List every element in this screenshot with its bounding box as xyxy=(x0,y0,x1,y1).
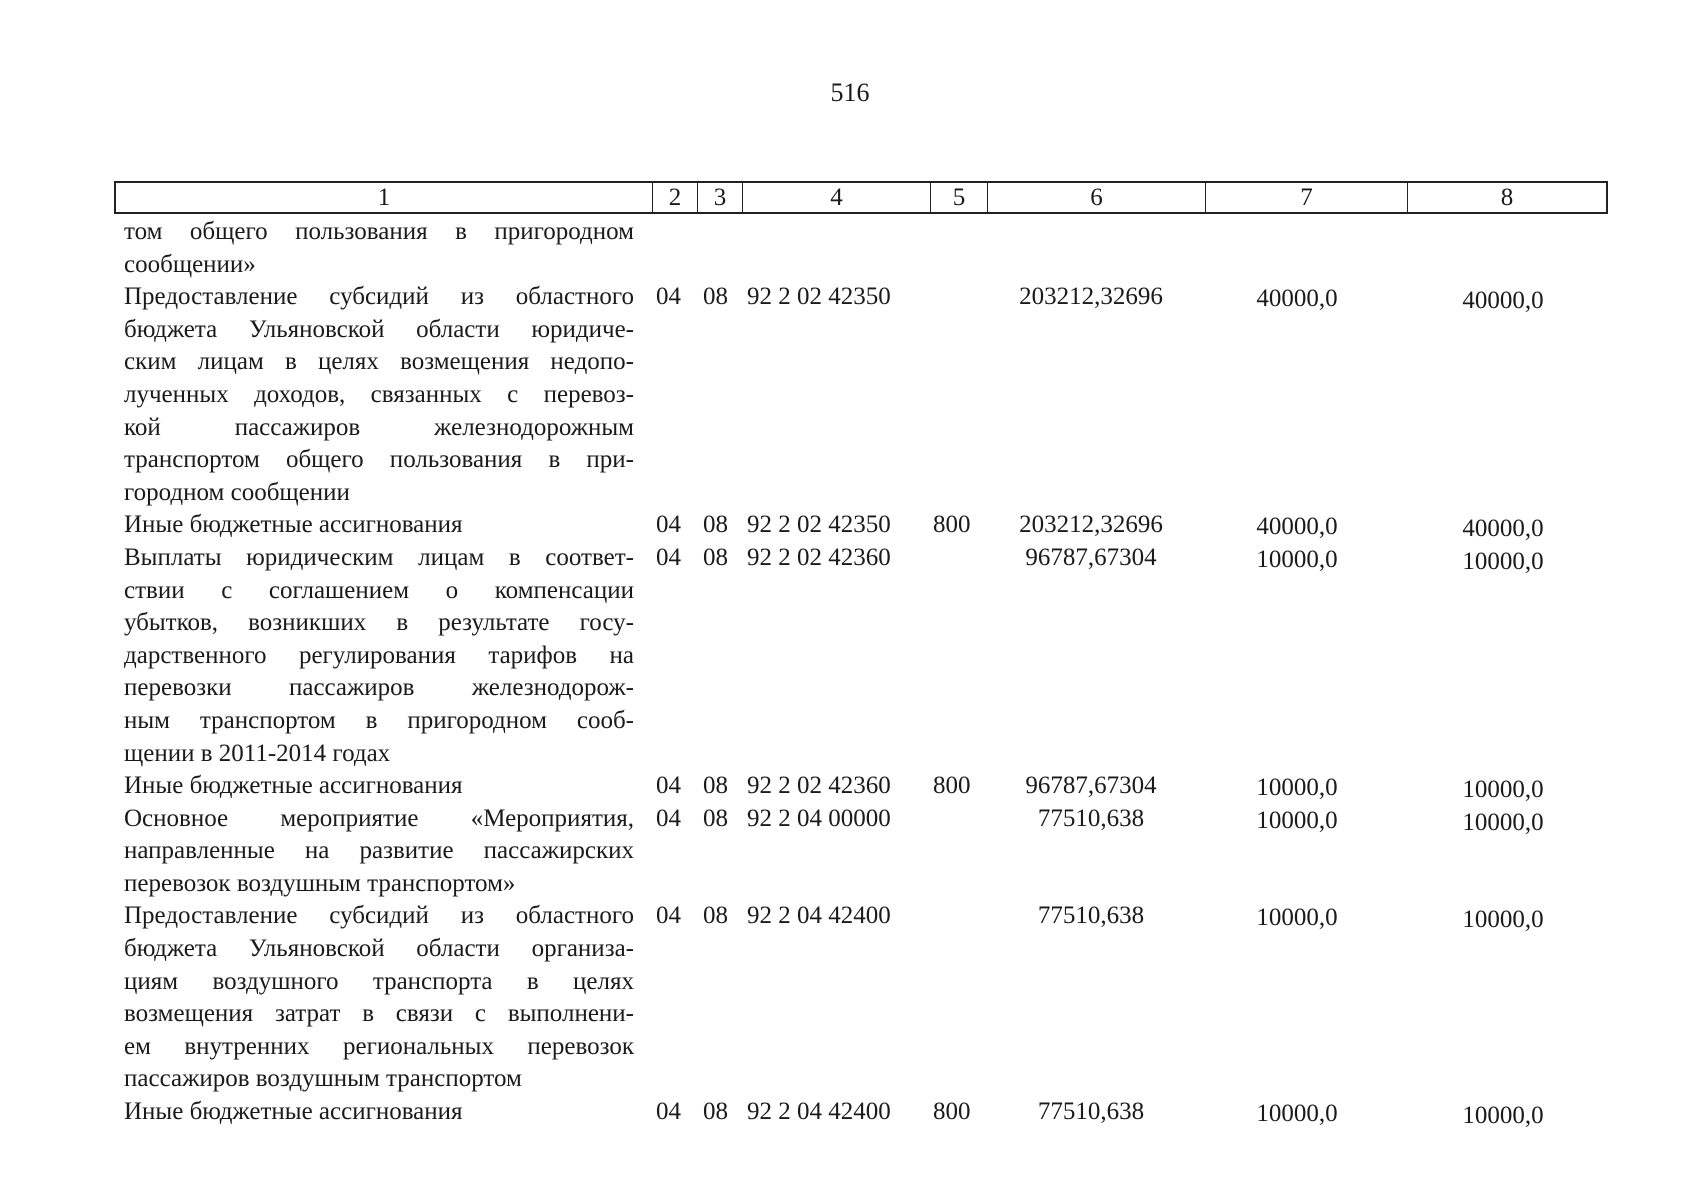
table-row xyxy=(0,770,1698,803)
cell-c8: 40000,0 xyxy=(1462,287,1544,315)
description-line: циям воздушного транспорта в целях xyxy=(124,967,634,995)
cell-c7: 10000,0 xyxy=(1256,1100,1338,1128)
row-description xyxy=(124,542,634,770)
cell-c8: 10000,0 xyxy=(1462,547,1544,575)
table-header xyxy=(114,181,1608,214)
cell-c4: 92 2 02 42360 xyxy=(747,543,891,571)
description-line: Выплаты юридическим лицам в соответ- xyxy=(124,543,634,571)
description-line: ствии с соглашением о компенсации xyxy=(124,576,634,604)
cell-c7: 10000,0 xyxy=(1256,806,1338,834)
cell-c4: 92 2 04 42400 xyxy=(747,902,891,930)
cell-c2: 04 xyxy=(656,1098,681,1126)
description-line: Предоставление субсидий из областного xyxy=(124,283,634,311)
description-line: ем внутренних региональных перевозок xyxy=(124,1032,634,1060)
cell-c3: 08 xyxy=(703,902,728,930)
cell-c7: 10000,0 xyxy=(1256,904,1338,932)
cell-c3: 08 xyxy=(703,804,728,832)
cell-c8: 10000,0 xyxy=(1462,1102,1544,1130)
cell-c4: 92 2 02 42350 xyxy=(747,511,891,539)
page-number: 516 xyxy=(830,78,870,107)
cell-c2: 04 xyxy=(656,804,681,832)
description-line: Иные бюджетные ассигнования xyxy=(124,772,463,800)
cell-c5: 800 xyxy=(933,511,971,539)
description-line: направленные на развитие пассажирских xyxy=(124,837,634,865)
row-description xyxy=(124,509,634,542)
header-col-5: 5 xyxy=(931,183,988,212)
header-col-4: 4 xyxy=(743,183,931,212)
header-col-1: 1 xyxy=(116,183,653,212)
cell-c2: 04 xyxy=(656,511,681,539)
description-line: бюджета Ульяновской области организа- xyxy=(124,935,634,963)
cell-c3: 08 xyxy=(703,543,728,571)
description-line: бюджета Ульяновской области юридиче- xyxy=(124,315,634,343)
cell-c4: 92 2 04 00000 xyxy=(747,804,891,832)
row-description xyxy=(124,281,634,509)
cell-c7: 10000,0 xyxy=(1256,545,1338,573)
cell-c3: 08 xyxy=(703,772,728,800)
description-line: пассажиров воздушным транспортом xyxy=(124,1065,522,1093)
cell-c8: 40000,0 xyxy=(1462,515,1544,543)
cell-c4: 92 2 02 42360 xyxy=(747,772,891,800)
description-line: сообщении» xyxy=(124,250,256,278)
cell-c6: 96787,67304 xyxy=(1025,772,1157,800)
cell-c6: 77510,638 xyxy=(1037,1098,1145,1126)
description-line: ным транспортом в пригородном сооб- xyxy=(124,706,634,734)
table-row xyxy=(0,900,1698,1096)
cell-c2: 04 xyxy=(656,543,681,571)
table-row xyxy=(0,803,1698,901)
header-col-3: 3 xyxy=(698,183,743,212)
row-description xyxy=(124,1096,634,1129)
cell-c7: 40000,0 xyxy=(1256,285,1338,313)
header-col-2: 2 xyxy=(653,183,698,212)
cell-c6: 96787,67304 xyxy=(1025,543,1157,571)
description-line: Иные бюджетные ассигнования xyxy=(124,1098,463,1126)
table-row xyxy=(0,281,1698,509)
description-line: возмещения затрат в связи с выполнени- xyxy=(124,1000,634,1028)
cell-c4: 92 2 02 42350 xyxy=(747,283,891,311)
cell-c5: 800 xyxy=(933,1098,971,1126)
row-description xyxy=(124,900,634,1096)
cell-c7: 40000,0 xyxy=(1256,513,1338,541)
cell-c8: 10000,0 xyxy=(1462,776,1544,804)
cell-c6: 203212,32696 xyxy=(1019,283,1163,311)
description-line: дарственного регулирования тарифов на xyxy=(124,641,634,669)
cell-c8: 10000,0 xyxy=(1462,906,1544,934)
cell-c3: 08 xyxy=(703,511,728,539)
table-row xyxy=(0,1096,1698,1129)
description-line: убытков, возникших в результате госу- xyxy=(124,609,634,637)
cell-c3: 08 xyxy=(703,1098,728,1126)
cell-c5: 800 xyxy=(933,772,971,800)
description-line: лученных доходов, связанных с перевоз- xyxy=(124,380,634,408)
description-line: ским лицам в целях возмещения недопо- xyxy=(124,348,634,376)
description-line: щении в 2011-2014 годах xyxy=(124,739,391,767)
description-line: Предоставление субсидий из областного xyxy=(124,902,634,930)
description-line: Основное мероприятие «Мероприятия, xyxy=(124,804,634,832)
row-description xyxy=(124,216,634,281)
description-line: том общего пользования в пригородном xyxy=(124,218,634,245)
cell-c3: 08 xyxy=(703,283,728,311)
description-line: транспортом общего пользования в при- xyxy=(124,446,634,474)
cell-c2: 04 xyxy=(656,283,681,311)
table-row xyxy=(0,216,1698,281)
table-body xyxy=(0,216,1698,1129)
description-line: городном сообщении xyxy=(124,478,350,506)
row-description xyxy=(124,770,634,803)
table-row xyxy=(0,542,1698,770)
description-line: кой пассажиров железнодорожным xyxy=(124,413,634,441)
description-line: перевозок воздушным транспортом» xyxy=(124,869,516,897)
cell-c2: 04 xyxy=(656,902,681,930)
description-line: перевозки пассажиров железнодорож- xyxy=(124,674,634,702)
row-description xyxy=(124,803,634,901)
cell-c6: 77510,638 xyxy=(1037,804,1145,832)
header-col-7: 7 xyxy=(1206,183,1408,212)
cell-c4: 92 2 04 42400 xyxy=(747,1098,891,1126)
cell-c8: 10000,0 xyxy=(1462,808,1544,836)
table-row xyxy=(0,509,1698,542)
header-col-8: 8 xyxy=(1500,184,1514,211)
cell-c7: 10000,0 xyxy=(1256,774,1338,802)
cell-c2: 04 xyxy=(656,772,681,800)
cell-c6: 203212,32696 xyxy=(1019,511,1163,539)
cell-c6: 77510,638 xyxy=(1037,902,1145,930)
header-col-6: 6 xyxy=(988,183,1206,212)
description-line: Иные бюджетные ассигнования xyxy=(124,511,463,539)
